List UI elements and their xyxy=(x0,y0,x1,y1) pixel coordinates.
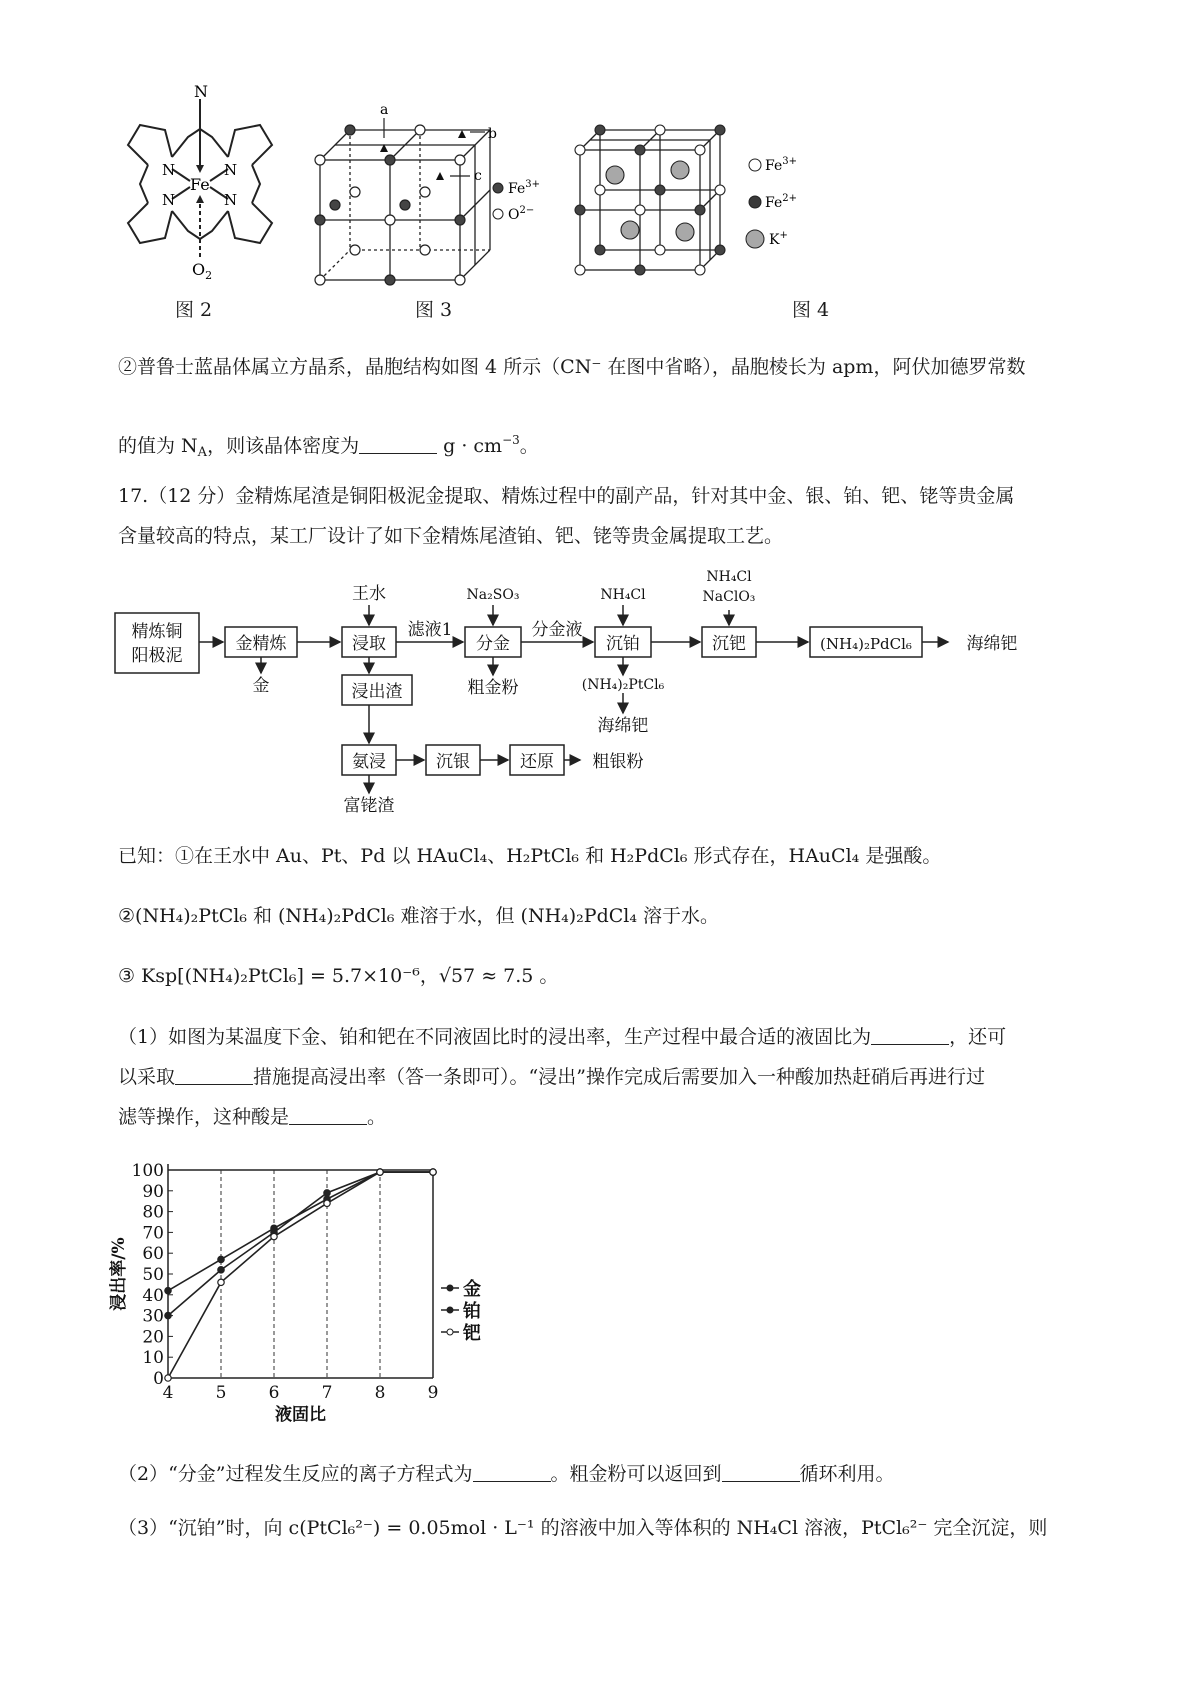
series-line-钯 xyxy=(168,1172,433,1378)
fig4-legend-k: K+ xyxy=(769,230,788,248)
data-point xyxy=(165,1287,171,1293)
svg-text:金精炼: 金精炼 xyxy=(235,634,287,654)
svg-text:(NH₄)₂PdCl₆: (NH₄)₂PdCl₆ xyxy=(820,635,912,653)
legend-label: 钯 xyxy=(463,1323,481,1344)
fig3-caption: 图 3 xyxy=(415,299,453,321)
fig3-legend-fe: $Fe^{3+}$ xyxy=(508,179,540,197)
q1-line3: 滤等操作，这种酸是 。 xyxy=(118,1106,387,1128)
x-tick-label: 9 xyxy=(427,1383,439,1403)
series-line-铂 xyxy=(168,1172,433,1316)
data-point xyxy=(324,1200,330,1206)
known-3: ③ Ksp[(NH₄)₂PtCl₆] = 5.7×10⁻⁶，√57 ≈ 7.5 。 xyxy=(118,965,559,987)
y-tick-label: 100 xyxy=(131,1161,164,1181)
svg-text:还原: 还原 xyxy=(520,752,554,772)
data-point xyxy=(165,1375,171,1381)
y-tick-label: 80 xyxy=(142,1202,164,1223)
y-tick-label: 60 xyxy=(142,1244,164,1265)
svg-text:N: N xyxy=(162,161,176,179)
fig2-fe-label: Fe xyxy=(190,175,210,194)
figure-2-porphyrin xyxy=(110,82,290,285)
svg-text:分金液: 分金液 xyxy=(531,620,583,640)
svg-text:Na₂SO₃: Na₂SO₃ xyxy=(466,587,520,603)
x-tick-label: 5 xyxy=(215,1383,227,1403)
answer-blank xyxy=(289,1106,367,1125)
svg-text:NH₄Cl: NH₄Cl xyxy=(600,587,646,603)
data-point xyxy=(218,1279,224,1285)
x-tick-label: 6 xyxy=(268,1383,280,1403)
x-axis-label: 液固比 xyxy=(275,1405,326,1425)
data-point xyxy=(430,1169,436,1175)
figure-4-prussian-blue-cell xyxy=(570,120,820,280)
svg-text:NaClO₃: NaClO₃ xyxy=(702,589,756,605)
legend-marker xyxy=(447,1329,453,1335)
x-tick-label: 4 xyxy=(162,1383,174,1403)
q16-2-line2: 的值为 $N_A$，则该晶体密度为 $g \cdot cm^{-3}$。 xyxy=(118,433,539,460)
svg-text:阳极泥: 阳极泥 xyxy=(131,646,183,666)
fig3-label-a: a xyxy=(380,102,389,118)
answer-blank xyxy=(722,1463,800,1482)
answer-blank xyxy=(871,1026,949,1045)
x-tick-label: 7 xyxy=(321,1383,333,1403)
q1-line2: 以采取 措施提高浸出率（答一条即可）。“浸出”操作完成后需要加入一种酸加热赶硝后再进行过 xyxy=(118,1066,985,1088)
fig3-label-b: b xyxy=(488,126,497,142)
fig2-caption: 图 2 xyxy=(175,299,213,321)
data-point xyxy=(377,1169,383,1175)
known-1: 已知：①在王水中 Au、Pt、Pd 以 HAuCl₄、H₂PtCl₆ 和 H₂PdCl₆ 形式存在，HAuCl₄ 是强酸。 xyxy=(118,845,942,867)
svg-text:分金: 分金 xyxy=(476,634,510,654)
series-line-金 xyxy=(168,1172,433,1291)
y-tick-label: 70 xyxy=(142,1223,164,1244)
y-tick-label: 40 xyxy=(142,1285,164,1306)
svg-text:沉银: 沉银 xyxy=(436,752,470,772)
svg-text:粗银粉: 粗银粉 xyxy=(592,752,644,772)
q2-line: （2）“分金”过程发生反应的离子方程式为 。粗金粉可以返回到 循环利用。 xyxy=(118,1463,895,1485)
svg-text:氨浸: 氨浸 xyxy=(352,752,386,772)
legend-label: 铂 xyxy=(463,1301,481,1322)
fig4-caption: 图 4 xyxy=(792,299,830,321)
legend-label: 金 xyxy=(463,1279,481,1300)
y-axis-label: 浸出率/% xyxy=(109,1237,129,1311)
svg-text:海绵钯: 海绵钯 xyxy=(966,634,1018,654)
data-point xyxy=(165,1312,171,1318)
data-point xyxy=(271,1233,277,1239)
answer-blank xyxy=(473,1463,551,1482)
svg-text:浸取: 浸取 xyxy=(352,634,386,654)
svg-text:王水: 王水 xyxy=(352,584,386,604)
q17-intro-line1: 17.（12 分）金精炼尾渣是铜阳极泥金提取、精炼过程中的副产品，针对其中金、银、铂、钯、铑等贵金属 xyxy=(118,485,1015,507)
svg-text:海绵钯: 海绵钯 xyxy=(597,716,649,736)
svg-text:沉钯: 沉钯 xyxy=(712,634,746,654)
svg-text:N: N xyxy=(224,191,238,209)
q17-intro-line2: 含量较高的特点，某工厂设计了如下金精炼尾渣铂、钯、铑等贵金属提取工艺。 xyxy=(118,525,784,547)
svg-text:滤液1: 滤液1 xyxy=(407,620,453,640)
known-2: ②(NH₄)₂PtCl₆ 和 (NH₄)₂PdCl₆ 难溶于水，但 (NH₄)₂PdCl₄ 溶于水。 xyxy=(118,905,719,927)
q16-2-line1: ②普鲁士蓝晶体属立方晶系，晶胞结构如图 4 所示（CN⁻ 在图中省略），晶胞棱长为 apm，阿伏加德罗常数 xyxy=(118,356,1026,378)
leaching-rate-chart xyxy=(110,1150,550,1440)
answer-blank xyxy=(359,435,437,454)
svg-text:富铑渣: 富铑渣 xyxy=(343,796,395,816)
fig3-label-c: c xyxy=(474,168,482,184)
svg-text:精炼铜: 精炼铜 xyxy=(131,622,183,642)
process-flowchart xyxy=(110,565,1018,825)
y-tick-label: 30 xyxy=(142,1306,164,1327)
svg-text:金: 金 xyxy=(252,676,270,696)
data-point xyxy=(218,1267,224,1273)
fig2-o2-label: $O_2$ xyxy=(192,260,213,282)
svg-text:沉铂: 沉铂 xyxy=(606,634,640,654)
fig3-legend-o: $O^{2-}$ xyxy=(508,205,535,223)
legend-marker xyxy=(447,1285,453,1291)
data-point xyxy=(218,1256,224,1262)
svg-text:粗金粉: 粗金粉 xyxy=(467,678,519,698)
y-tick-label: 50 xyxy=(142,1265,164,1285)
x-tick-label: 8 xyxy=(374,1383,386,1403)
figure-3-fe3o-crystal xyxy=(300,100,560,290)
fig4-legend-fe2: $Fe^{2+}$ xyxy=(765,193,797,211)
svg-text:浸出渣: 浸出渣 xyxy=(351,682,403,702)
svg-text:N: N xyxy=(224,161,238,179)
data-point xyxy=(324,1190,330,1196)
q3-line: （3）“沉铂”时，向 c(PtCl₆²⁻) = 0.05mol · L⁻¹ 的溶液中加入等体积的 NH₄Cl 溶液，PtCl₆²⁻ 完全沉淀，则 xyxy=(118,1517,1048,1539)
y-tick-label: 20 xyxy=(142,1327,164,1348)
fig2-top-n-label: N xyxy=(194,82,208,101)
fig4-legend-fe3: $Fe^{3+}$ xyxy=(765,156,797,174)
svg-text:NH₄Cl: NH₄Cl xyxy=(706,569,752,585)
legend-marker xyxy=(447,1307,453,1313)
q1-line1: （1）如图为某温度下金、铂和钯在不同液固比时的浸出率，生产过程中最合适的液固比为 ，还可 xyxy=(118,1026,1007,1048)
answer-blank xyxy=(175,1066,253,1085)
y-tick-label: 0 xyxy=(153,1369,164,1389)
y-tick-label: 90 xyxy=(142,1181,164,1202)
svg-text:(NH₄)₂PtCl₆: (NH₄)₂PtCl₆ xyxy=(581,677,665,693)
y-tick-label: 10 xyxy=(142,1348,164,1369)
svg-text:N: N xyxy=(162,191,176,209)
